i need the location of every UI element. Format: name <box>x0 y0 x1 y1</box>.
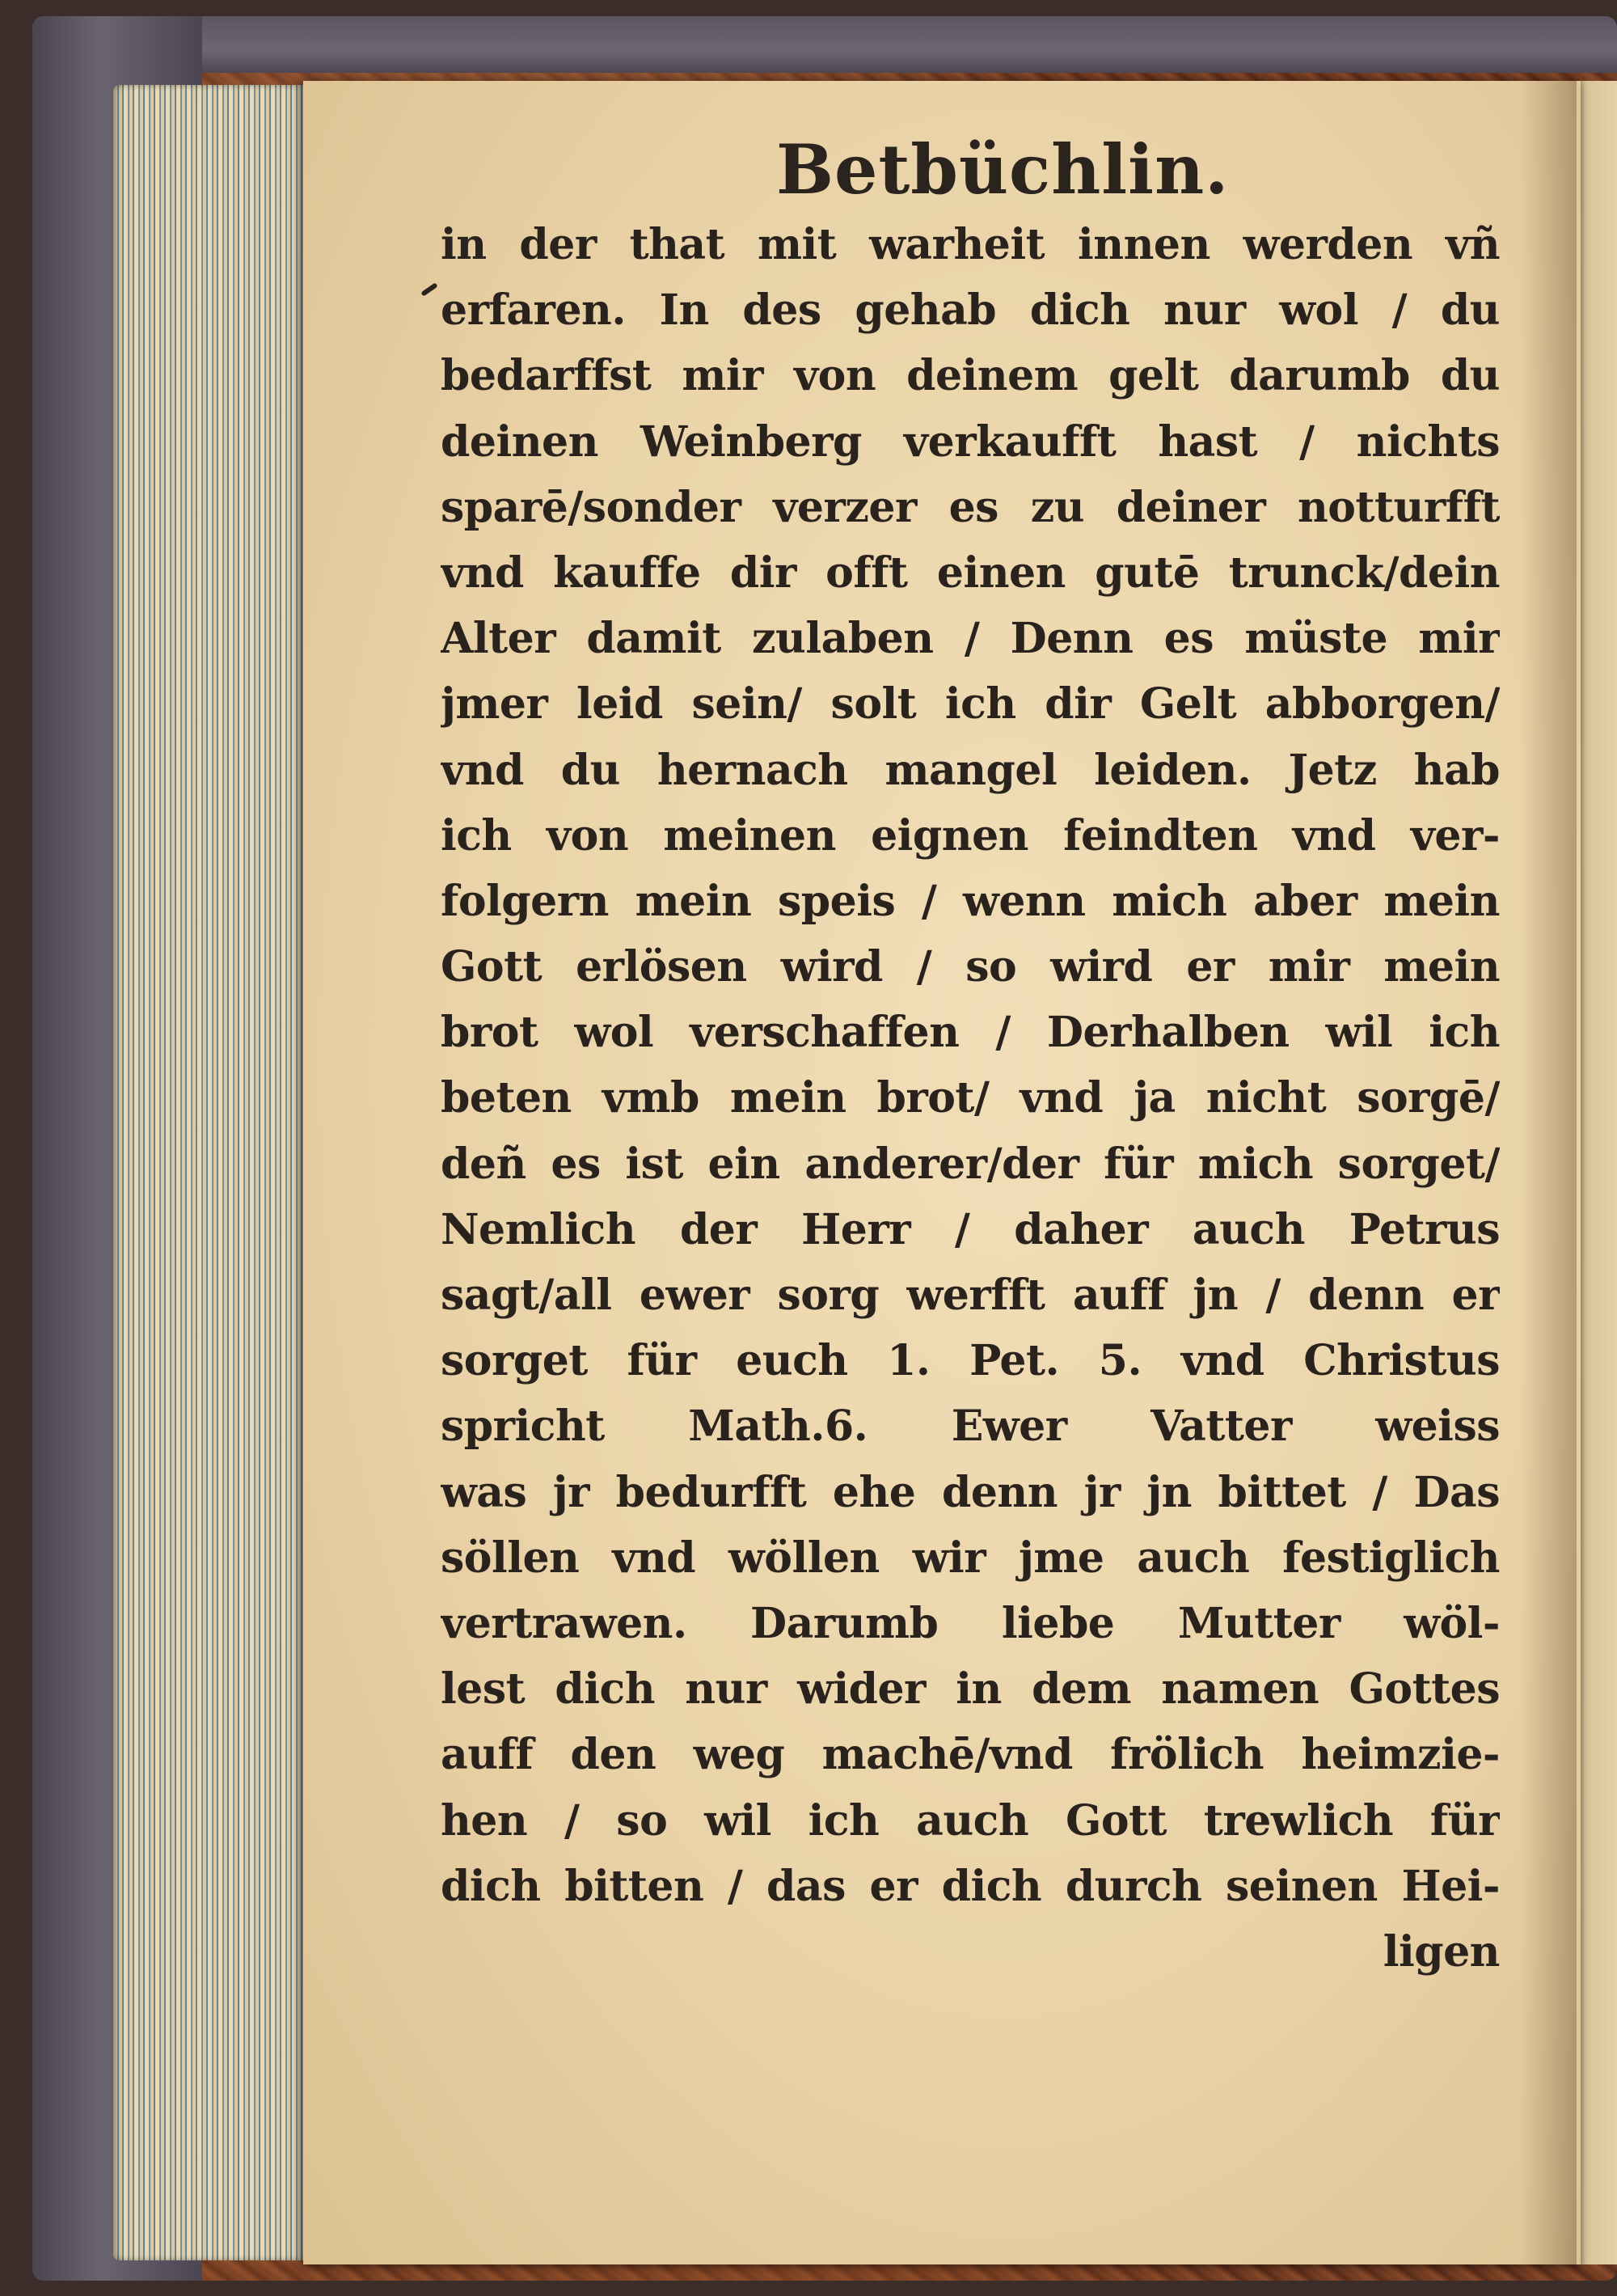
text-line: Alter damit zulaben / Denn es müste mir <box>441 614 1500 664</box>
text-line: söllen vnd wöllen wir jme auch festiglich <box>441 1533 1500 1583</box>
text-line: vnd kauffe dir offt einen gutē trunck/dein <box>441 548 1500 598</box>
text-line: brot wol verschaffen / Derhalben wil ich <box>441 1008 1500 1058</box>
text-line: sparē/sonder verzer es zu deiner notturfft <box>441 482 1500 532</box>
text-line: deñ es ist ein anderer/der für mich sorget/ <box>441 1139 1500 1189</box>
text-line: erfaren. In des gehab dich nur wol / du <box>441 285 1500 336</box>
text-line: sagt/all ewer sorg werfft auff jn / denn er <box>441 1271 1500 1320</box>
running-head: Betbüchlin. <box>776 129 1230 209</box>
text-line: Gott erlösen wird / so wird er mir mein <box>441 942 1500 992</box>
catchword: ligen <box>1383 1926 1500 1977</box>
text-line: vertrawen. Darumb liebe Mutter wöl- <box>441 1598 1500 1648</box>
text-line: auff den weg machē/vnd frölich heimzie- <box>441 1730 1500 1780</box>
text-line: Nemlich der Herr / daher auch Petrus <box>441 1204 1500 1254</box>
text-line: was jr bedurfft ehe denn jr jn bittet / Das <box>441 1467 1500 1517</box>
text-line: spricht Math.6. Ewer Vatter weiss <box>441 1402 1500 1452</box>
cover-cloth-top <box>32 16 1617 73</box>
text-line: hen / so wil ich auch Gott trewlich für <box>441 1795 1500 1846</box>
text-line: ich von meinen eignen feindten vnd ver- <box>441 810 1500 860</box>
text-line: dich bitten / das er dich durch seinen Hei- <box>441 1861 1500 1911</box>
text-line: sorget für euch 1. Pet. 5. vnd Christus <box>441 1336 1500 1386</box>
text-line: in der that mit warheit innen werden vñ <box>441 220 1500 269</box>
text-line: jmer leid sein/ solt ich dir Gelt abborgen/ <box>441 679 1500 729</box>
text-line: deinen Weinberg verkaufft hast / nichts <box>441 416 1500 467</box>
text-line: lest dich nur wider in dem namen Gottes <box>441 1664 1500 1715</box>
text-line: folgern mein speis / wenn mich aber mein <box>441 876 1500 926</box>
gutter-shadow <box>1520 81 1577 2264</box>
text-block <box>441 212 1500 1985</box>
text-line: bedarffst mir von deinem gelt darumb du <box>441 351 1500 401</box>
page-edges <box>113 85 315 2260</box>
text-line: vnd du hernach mangel leiden. Jetz hab <box>441 745 1500 795</box>
text-line: beten vmb mein brot/ vnd ja nicht sorgē/ <box>441 1073 1500 1123</box>
